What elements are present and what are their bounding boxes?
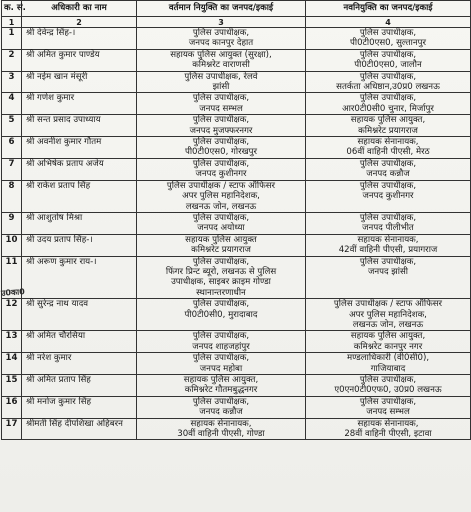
officer-name: श्री अवनीश कुमार गौतम: [22, 137, 137, 159]
new-posting-line: पुलिस उपाधीक्षक,: [359, 212, 417, 223]
current-posting: [137, 256, 306, 299]
serial-number: 5: [2, 115, 22, 137]
new-posting: [306, 180, 471, 212]
new-posting: [306, 49, 471, 71]
transfer-table: [1, 0, 471, 440]
new-posting-line: सहायक सेनानायक,: [357, 137, 419, 148]
officer-name: श्री अरूण कुमार राय-।: [22, 256, 137, 299]
new-posting: [306, 115, 471, 137]
table-row: [2, 299, 471, 331]
current-posting: [137, 353, 306, 375]
table-row: [2, 71, 471, 93]
current-posting-line: पी0टी0एस0, गोरखपुर: [184, 147, 258, 158]
current-posting-line: पुलिस उपाधीक्षक, रेलवे: [184, 71, 258, 82]
serial-number: 7: [2, 158, 22, 180]
current-posting: [137, 93, 306, 115]
new-posting-line: पुलिस उपाधीक्षक,: [359, 158, 417, 169]
current-posting-line: कमिश्नरेट प्रयागराज: [191, 245, 251, 256]
current-posting-line: जनपद कुशीनगर: [195, 169, 247, 180]
new-posting: [306, 396, 471, 418]
column-number-4: 4: [306, 17, 471, 28]
serial-number: 14: [2, 353, 22, 375]
current-posting-line: 30वीं वाहिनी पीएसी, गोण्डा: [177, 429, 265, 440]
serial-number: 13: [2, 331, 22, 353]
column-number-1: 1: [2, 17, 22, 28]
new-posting-line: सहायक सेनानायक,: [357, 234, 419, 245]
current-posting-line: सहायक पुलिस आयुक्त (सुरक्षा),: [170, 49, 272, 60]
new-posting-line: पुलिस उपाधीक्षक,: [359, 93, 417, 104]
current-posting-line: पुलिस उपाधीक्षक,: [192, 212, 250, 223]
current-posting-line: सहायक सेनानायक,: [190, 418, 252, 429]
current-posting-line: जनपद कानपुर देहात: [188, 38, 254, 49]
current-posting-line: जनपद सम्भल: [199, 103, 243, 114]
current-posting: [137, 137, 306, 159]
margin-note: उ0का0: [0, 287, 26, 298]
officer-name: श्री नरेश कुमार: [22, 353, 137, 375]
table-row: [2, 234, 471, 256]
current-posting: [137, 396, 306, 418]
current-posting-line: पुलिस उपाधीक्षक / स्टाफ ऑफिसर: [166, 180, 276, 191]
new-posting-line: जनपद कन्नौज: [366, 169, 410, 180]
table-row: [2, 212, 471, 234]
table-row: [2, 49, 471, 71]
new-posting-line: 42वीं वाहिनी पीएसी, प्रयागराज: [338, 245, 438, 256]
table-row: [2, 256, 471, 299]
table-row: [2, 353, 471, 375]
new-posting: [306, 28, 471, 50]
serial-number: 12: [2, 299, 22, 331]
current-posting: [137, 418, 306, 440]
serial-number: 11: [2, 256, 22, 299]
officer-name: श्री देवेन्द्र सिंह-।: [22, 28, 137, 50]
new-posting-line: सहायक पुलिस आयुक्त,: [350, 331, 426, 342]
serial-number: 17: [2, 418, 22, 440]
current-posting-line: अपर पुलिस महानिदेशक,: [182, 191, 260, 202]
current-posting: [137, 375, 306, 397]
officer-name: श्री नईम खान मंसूरी: [22, 71, 137, 93]
new-posting: [306, 93, 471, 115]
new-posting: [306, 331, 471, 353]
current-posting: [137, 158, 306, 180]
officer-name: श्री आशुतोष मिश्रा: [22, 212, 137, 234]
officer-name: श्री अमित प्रताप सिंह: [22, 375, 137, 397]
serial-number: 8: [2, 180, 22, 212]
new-posting: [306, 212, 471, 234]
table-row: [2, 137, 471, 159]
serial-number: 6: [2, 137, 22, 159]
current-posting: [137, 71, 306, 93]
current-posting-line: लखनऊ जोन, लखनऊ: [185, 201, 257, 212]
new-posting-line: मण्डलाधिकारी (वी0सी0),: [346, 353, 430, 364]
new-posting-line: पुलिस उपाधीक्षक,: [359, 396, 417, 407]
new-posting-line: 28वीं वाहिनी पीएसी, इटावा: [344, 429, 432, 440]
officer-name: श्री राकेश प्रताप सिंह: [22, 180, 137, 212]
new-posting: [306, 158, 471, 180]
new-posting-line: पुलिस उपाधीक्षक,: [359, 180, 417, 191]
officer-name: श्री मनोज कुमार सिंह: [22, 396, 137, 418]
table-row: [2, 418, 471, 440]
current-posting: [137, 49, 306, 71]
new-posting-line: कमिश्नरेट कानपुर नगर: [353, 341, 423, 352]
officer-name: श्रीमती सिंह दीपशिखा अहिबरन: [22, 418, 137, 440]
table-row: [2, 28, 471, 50]
officer-name: श्री अभिषेक प्रताप अजेय: [22, 158, 137, 180]
serial-number: 1: [2, 28, 22, 50]
officer-name: श्री अमित कुमार पाण्डेय: [22, 49, 137, 71]
current-posting: [137, 115, 306, 137]
serial-number: 4: [2, 93, 22, 115]
current-posting-line: पुलिस उपाधीक्षक,: [192, 353, 250, 364]
new-posting: [306, 256, 471, 299]
current-posting-line: जनपद महोबा: [199, 363, 243, 374]
table-row: [2, 158, 471, 180]
new-posting-line: जनपद पीलीभीत: [362, 223, 414, 234]
new-posting-line: लखनऊ जोन, लखनऊ: [352, 319, 424, 330]
current-posting-line: पी0टी0सी0, मुरादाबाद: [184, 309, 258, 320]
new-posting-line: पी0टी0एस0, सुल्तानपुर: [349, 38, 427, 49]
new-posting: [306, 418, 471, 440]
current-posting-line: जनपद शाहजहांपुर: [192, 341, 250, 352]
current-posting-line: फिंगर प्रिन्ट ब्यूरो, लखनऊ से पुलिस: [165, 266, 277, 277]
header-new-posting: नवनियुक्ति का जनपद/इकाई: [306, 1, 471, 17]
current-posting-line: सहायक पुलिस आयुक्त: [185, 234, 257, 245]
table-body: [2, 28, 471, 440]
new-posting: [306, 137, 471, 159]
new-posting-line: पुलिस उपाधीक्षक,: [359, 256, 417, 267]
officer-name: श्री सुरेन्द्र नाथ यादव: [22, 299, 137, 331]
table-header: [2, 1, 471, 28]
current-posting-line: जनपद मुजफ्फरनगर: [189, 125, 253, 136]
new-posting-line: पुलिस उपाधीक्षक,: [359, 375, 417, 385]
new-posting-line: आर0टी0सी0 चुनार, मिर्जापुर: [342, 103, 434, 114]
serial-number: 15: [2, 375, 22, 397]
table-row: [2, 396, 471, 418]
table-row: [2, 93, 471, 115]
current-posting-line: पुलिस उपाधीक्षक,: [192, 299, 250, 310]
new-posting-line: जनपद सम्भल: [366, 407, 410, 418]
current-posting-line: जनपद कन्नौज: [199, 407, 243, 418]
table-row: [2, 375, 471, 397]
new-posting-line: गाजियाबाद: [370, 363, 406, 374]
current-posting-line: पुलिस उपाधीक्षक,: [192, 158, 250, 169]
officer-name: श्री उदय प्रताप सिंह-।: [22, 234, 137, 256]
new-posting-line: कमिश्नरेट प्रयागराज: [358, 125, 418, 136]
current-posting-line: कमिश्नरेट गौतमबुद्धनगर: [184, 385, 258, 396]
new-posting-line: जनपद कुशीनगर: [362, 191, 414, 202]
new-posting-line: पुलिस उपाधीक्षक,: [359, 28, 417, 38]
serial-number: 10: [2, 234, 22, 256]
new-posting-line: सतर्कता अधिष्ठान,उ0प्र0 लखनऊ: [336, 82, 440, 93]
officer-name: श्री अमित चौरसिया: [22, 331, 137, 353]
column-number-3: 3: [137, 17, 306, 28]
current-posting-line: झांसी: [212, 82, 230, 93]
current-posting-line: पुलिस उपाधीक्षक,: [192, 137, 250, 148]
officer-name: श्री गणेश कुमार: [22, 93, 137, 115]
new-posting-line: पुलिस उपाधीक्षक,: [359, 71, 417, 82]
serial-number: 2: [2, 49, 22, 71]
table-row: [2, 180, 471, 212]
new-posting: [306, 71, 471, 93]
officer-name: श्री सन्त प्रसाद उपाध्याय: [22, 115, 137, 137]
new-posting-line: जनपद झांसी: [367, 266, 409, 277]
new-posting: [306, 299, 471, 331]
current-posting: [137, 331, 306, 353]
table-row: [2, 331, 471, 353]
current-posting-line: पुलिस उपाधीक्षक,: [192, 396, 250, 407]
header-officer-name: अधिकारी का नाम: [22, 1, 137, 17]
current-posting: [137, 234, 306, 256]
current-posting: [137, 212, 306, 234]
current-posting-line: जनपद अयोध्या: [197, 223, 245, 234]
current-posting-line: उपाधीक्षक, साइबर क्राइम गोण्डा: [171, 277, 271, 288]
current-posting: [137, 299, 306, 331]
new-posting-line: अपर पुलिस महानिदेशक,: [349, 309, 427, 320]
serial-number: 3: [2, 71, 22, 93]
new-posting: [306, 353, 471, 375]
column-number-2: 2: [22, 17, 137, 28]
new-posting-line: सहायक सेनानायक,: [357, 418, 419, 429]
serial-number: 16: [2, 396, 22, 418]
new-posting: [306, 234, 471, 256]
current-posting-line: पुलिस उपाधीक्षक,: [192, 115, 250, 126]
new-posting-line: पुलिस उपाधीक्षक,: [359, 49, 417, 60]
table-row: [2, 115, 471, 137]
current-posting-line: स्थानान्तरणाधीन: [196, 287, 246, 298]
current-posting: [137, 28, 306, 50]
new-posting-line: ए0एन0टी0एफ0, उ0प्र0 लखनऊ: [334, 385, 442, 396]
current-posting-line: पुलिस उपाधीक्षक,: [192, 93, 250, 104]
current-posting-line: कमिश्नरेट वाराणसी: [192, 60, 250, 71]
header-serial: क. सं.: [2, 1, 22, 17]
serial-number: 9: [2, 212, 22, 234]
new-posting-line: पुलिस उपाधीक्षक / स्टाफ ऑफिसर: [333, 299, 443, 310]
current-posting-line: सहायक पुलिस आयुक्त,: [183, 375, 259, 385]
new-posting-line: पी0टी0एस0, जालौन: [354, 60, 422, 71]
current-posting-line: पुलिस उपाधीक्षक,: [192, 331, 250, 342]
new-posting-line: सहायक पुलिस आयुक्त,: [350, 115, 426, 126]
new-posting: [306, 375, 471, 397]
current-posting-line: पुलिस उपाधीक्षक,: [192, 256, 250, 267]
header-current-posting: वर्तमान नियुक्ति का जनपद/इकाई: [137, 1, 306, 17]
current-posting: [137, 180, 306, 212]
current-posting-line: पुलिस उपाधीक्षक,: [192, 28, 250, 38]
new-posting-line: 06वीं वाहिनी पीएसी, मेरठ: [346, 147, 430, 158]
